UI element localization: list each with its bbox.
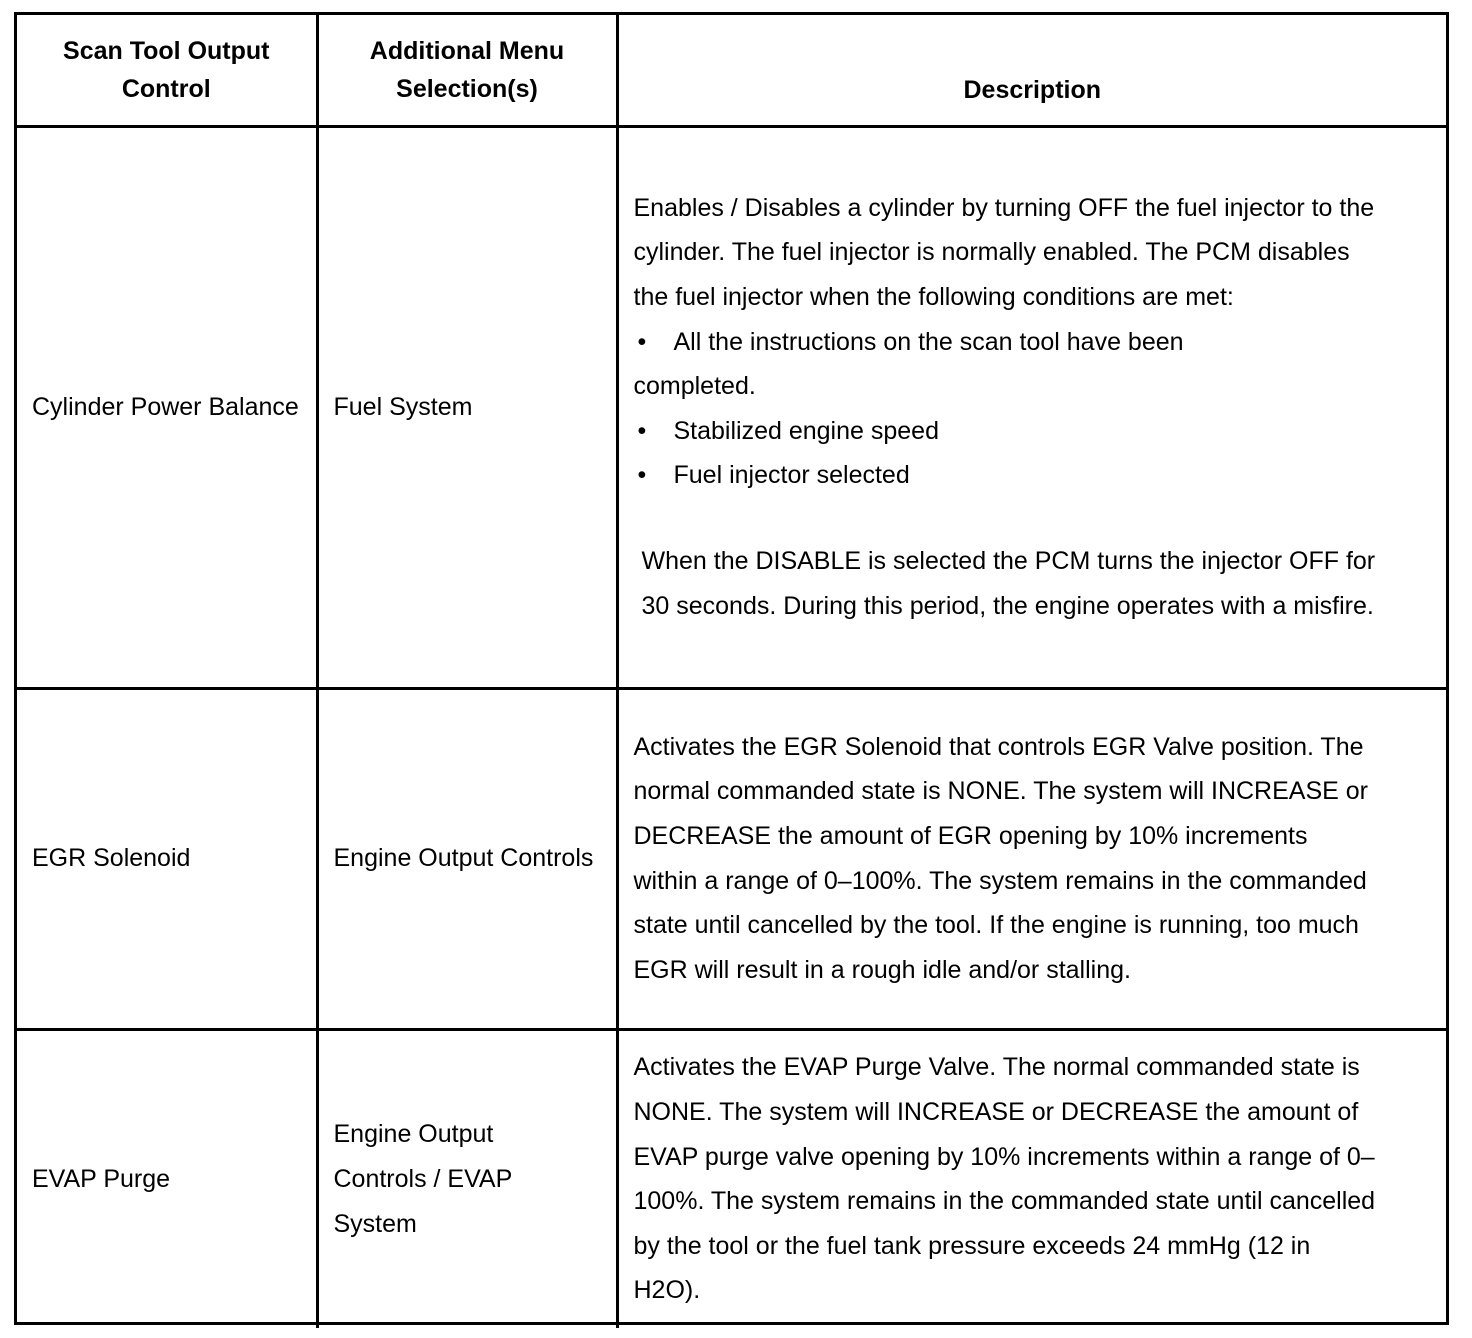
cell-menu: Engine Output Controls (317, 688, 617, 1029)
bullet-item (634, 320, 1377, 365)
paragraph-spacer (634, 498, 1377, 539)
cell-control: EGR Solenoid (17, 688, 317, 1029)
header-additional-menu-selections: Additional Menu Selection(s) (317, 15, 617, 126)
cell-description (617, 126, 1446, 688)
cell-control: Cylinder Power Balance (17, 126, 317, 688)
output-control-table (17, 15, 1446, 1328)
bullet-item (634, 409, 1377, 454)
header-description: Description (617, 15, 1446, 126)
bullet-text: Fuel injector selected (673, 461, 910, 490)
bullet-text: Stabilized engine speed (673, 416, 939, 445)
table-header-row (17, 15, 1446, 126)
table-row (17, 126, 1446, 688)
cell-menu: Fuel System (317, 126, 617, 688)
bullet-text: All the instructions on the scan tool have been (673, 327, 1184, 356)
bullet-continuation: completed. (633, 372, 756, 401)
header-scan-tool-output-control: Scan Tool Output Control (17, 15, 317, 126)
bullet-dot: • (637, 327, 647, 356)
description-intro: Enables / Disables a cylinder by turning OFF the fuel injector to the cylinder. The fuel injector is normally enabled. The PCM disables the fuel injector when the following conditions are met: (633, 193, 1375, 312)
cell-menu: Engine Output Controls / EVAP System (317, 1029, 617, 1328)
bullet-dot: • (637, 416, 647, 445)
description-outro: When the DISABLE is selected the PCM turns the injector OFF for 30 seconds. During this period, the engine operates with a misfire. (641, 546, 1376, 620)
bullet-dot: • (637, 461, 647, 490)
cell-description: Activates the EGR Solenoid that controls EGR Valve position. The normal commanded state is NONE. The system will INCREASE or DECREASE the amount of EGR opening by 10% increments within a range of 0–100%. The system remains in the commanded state until cancelled by the tool. If the engine is running, too much EGR will result in a rough idle and/or stalling. (617, 688, 1446, 1029)
output-control-table-frame (14, 12, 1449, 1325)
table-row (17, 1029, 1446, 1328)
bullet-item (634, 453, 1377, 498)
table-row (17, 688, 1446, 1029)
cell-control: EVAP Purge (17, 1029, 317, 1328)
cell-description: Activates the EVAP Purge Valve. The normal commanded state is NONE. The system will INCREASE or DECREASE the amount of EVAP purge valve opening by 10% increments within a range of 0–100%. The system remains in the commanded state until cancelled by the tool or the fuel tank pressure exceeds 24 mmHg (12 in H2O). (617, 1029, 1446, 1328)
